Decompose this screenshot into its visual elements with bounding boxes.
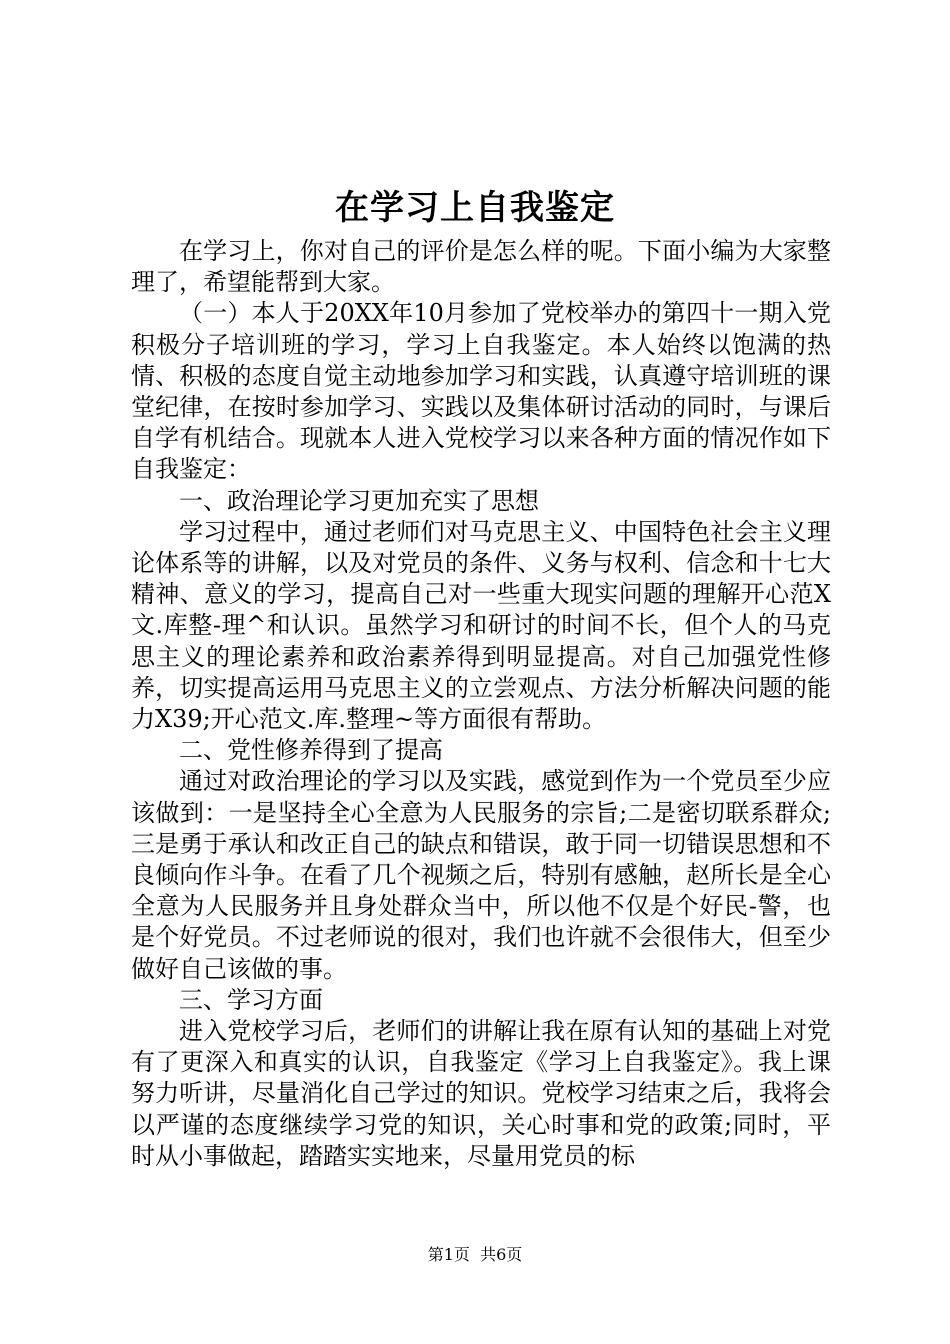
paragraph-party-spirit: 通过对政治理论的学习以及实践，感觉到作为一个党员至少应该做到：一是坚持全心全意为人民服务的宗旨;二是密切联系群众;三是勇于承认和改正自己的缺点和错误，敢于同一切错误思想和不良倾向作斗争。在看了几个视频之后，特别有感触，赵所长是全心全意为人民服务并且身处群众当中，所以他不仅是个好民-警，也是个好党员。不过老师说的很对，我们也许就不会很伟大，但至少做好自己该做的事。 (131, 767, 831, 983)
paragraph-study: 进入党校学习后，老师们的讲解让我在原有认知的基础上对党有了更深入和真实的认识，自我鉴定《学习上自我鉴定》。我上课努力听讲，尽量消化自己学过的知识。党校学习结束之后，我将会以严谨的态度继续学习党的知识，关心时事和党的政策;同时，平时从小事做起，踏踏实实地来，尽量用党员的标 (131, 1017, 831, 1170)
section-heading-study: 三、学习方面 (179, 985, 323, 1014)
page-number: 第1页 共6页 (427, 1245, 523, 1264)
page-footer (0, 1244, 950, 1266)
document-body (131, 236, 831, 1172)
paragraph-one: （一）本人于20XX年10月参加了党校举办的第四十一期入党积极分子培训班的学习，学习上自我鉴定。本人始终以饱满的热情、积极的态度自觉主动地参加学习和实践，认真遵守培训班的课堂纪律，在按时参加学习、实践以及集体研讨活动的同时，与课后自学有机结合。现就本人进入党校学习以来各种方面的情况作如下自我鉴定： (131, 299, 831, 484)
paragraph-intro: 在学习上，你对自己的评价是怎么样的呢。下面小编为大家整理了，希望能帮到大家。 (131, 237, 831, 297)
document-title: 在学习上自我鉴定 (335, 188, 615, 228)
paragraph-politics: 学习过程中，通过老师们对马克思主义、中国特色社会主义理论体系等的讲解，以及对党员的条件、义务与权利、信念和十七大精神、意义的学习，提高自己对一些重大现实问题的理解开心范X文.库整-理^和认识。虽然学习和研讨的时间不长，但个人的马克思主义的理论素养和政治素养得到明显提高。对自己加强党性修养，切实提高运用马克思主义的立尝观点、方法分析解决问题的能力X39;开心范文.库.整理~等方面很有帮助。 (131, 517, 831, 734)
section-heading-party-spirit: 二、党性修养得到了提高 (179, 736, 443, 765)
section-heading-politics: 一、政治理论学习更加充实了思想 (179, 486, 539, 515)
